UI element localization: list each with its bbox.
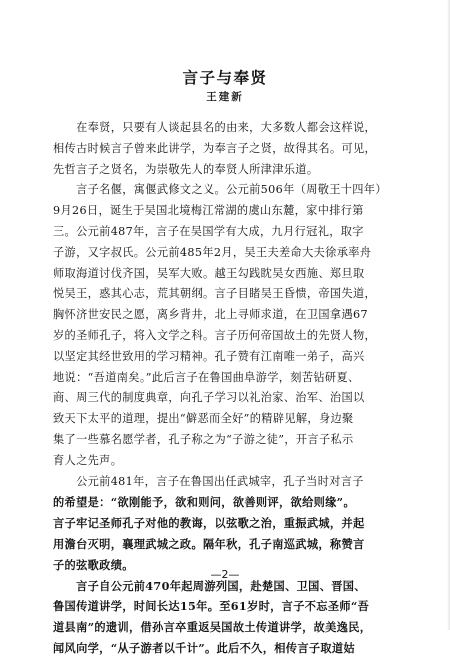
body-line: 致天下太平的道理，提出“僻恶而全好”的精辟见解，身边聚 <box>53 412 354 426</box>
article-title: 言子与奉贤 <box>182 69 268 87</box>
body-line: 育人之先声。 <box>53 453 123 467</box>
body-line: 师取海道讨伐齐国，吴军大败。越王勾践眈吴女西施、郑旦取 <box>53 266 365 280</box>
body-line: 9月26日，诞生于吴国北境梅江常湖的虞山东麓，家中排行第 <box>53 204 364 218</box>
body-line: 悦吴王，惑其心志，荒其朝纲。言子目睹吴王昏愦，帝国失道， <box>53 287 377 301</box>
body-line: 三。公元前487年，言子在吴国学有大成，九月行冠礼，取字 <box>53 224 364 238</box>
body-line: 用澹台灭明，襄理武城之政。隔年秋，孔子南巡武城，称赞言 <box>53 536 365 551</box>
body-line: 子的弦歌政绩。 <box>53 557 134 572</box>
body-line: 鲁国传道讲学，时间长达15年。至61岁时，言子不忘圣师“吾 <box>53 599 370 614</box>
body-line: 岁的圣师孔子，将入文学之科。言子历何帝国故土的先贤人物， <box>53 328 377 342</box>
body-line: 在奉贤，只要有人谈起县名的由来，大多数人都会这样说， <box>53 121 377 134</box>
body-line: 言子自公元前470年起周游列国，赴楚国、卫国、晋国、 <box>53 578 366 593</box>
body-line: 胸怀济世安民之愿，离乡背井，北上寻师求道，在卫国拿遇67 <box>53 308 368 322</box>
body-line: 闻风向学，“从子游者以千计”。此后不久，相传言子取道姑 <box>53 640 356 655</box>
body-line: 道县南”的遗训，借孙言卒重返吴国故土传道讲学，故美逸民， <box>53 620 372 635</box>
body-line: 子游，又字叔氏。公元前485年2月，吴王夫差命大夫徐承率舟 <box>53 245 372 259</box>
body-line: 言子名偃，寓偃武修文之义。公元前506年（周敬王十四年） <box>53 183 387 197</box>
body-line: 地说：“吾道南矣。”此后言子在鲁国曲阜游学，刻苦钻研夏、 <box>53 370 360 384</box>
body-line: 商、周三代的制度典章，向孔子学习以礼治家、治军、治国以 <box>53 391 365 405</box>
body-line: 集了一些慕名愿学者，孔子称之为“子游之徒”，开言子私示 <box>53 432 354 446</box>
article-author: 王建新 <box>206 91 244 103</box>
body-line: 言子牢记圣师孔子对他的教诲，以弦歌之治，重振武城，并起 <box>53 516 365 531</box>
body-line: 的希望是：“欲刚能予，欲和则问，欲善则评，欲给则缘”。 <box>53 495 356 510</box>
page-number: —2— <box>210 568 240 581</box>
body-line: 相传古时候言子曾来此讲学，为奉言子之贤，故得其名。可见， <box>53 141 377 155</box>
body-line: 公元前481年，言子在鲁国出任武城宰，孔子当时对言子 <box>53 474 364 488</box>
body-line: 以坚定其经世致用的学习精神。孔子赞有江南唯一弟子，高兴 <box>53 349 365 363</box>
body-line: 先哲言子之贤名，为崇敬先人的奉贤人所津津乐道。 <box>53 162 319 176</box>
